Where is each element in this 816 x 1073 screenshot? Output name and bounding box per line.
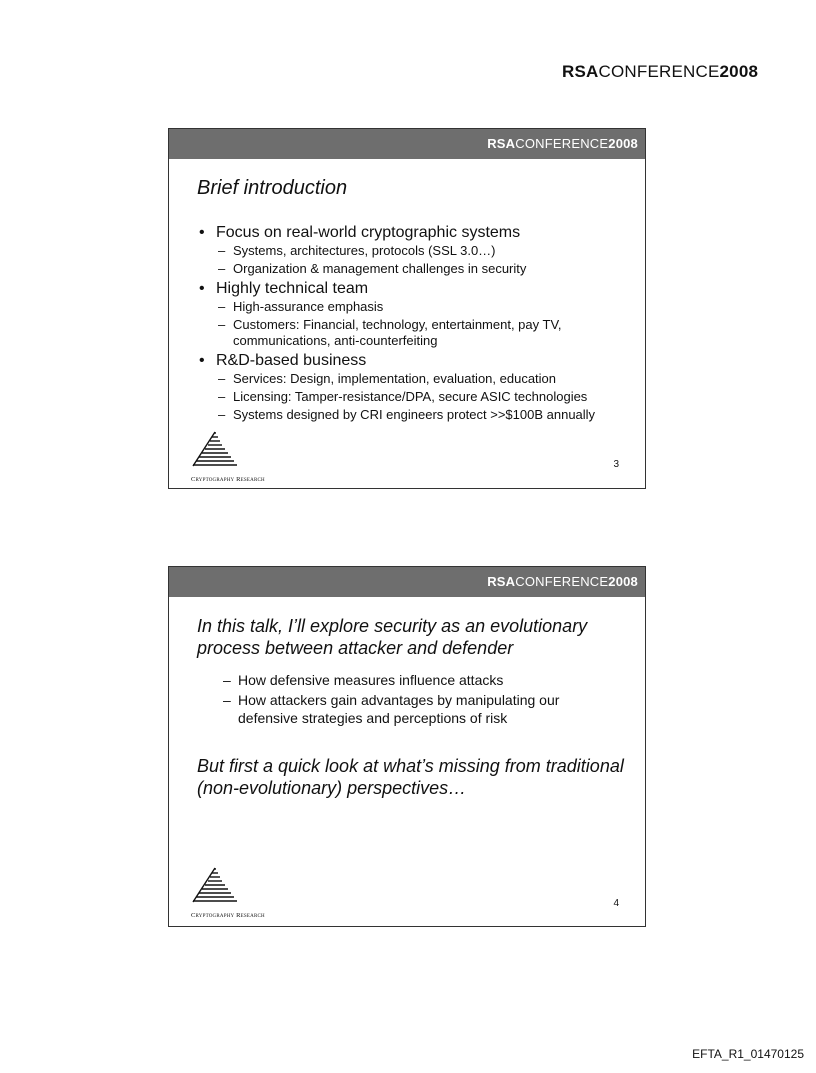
bullet-list — [195, 221, 635, 425]
document-id: EFTA_R1_01470125 — [692, 1047, 804, 1061]
brand-year: 2008 — [608, 136, 638, 151]
sub-bullet-item: – Systems designed by CRI engineers protect >>$100B annually — [216, 407, 635, 423]
slide-brand-logo — [487, 136, 638, 151]
sub-bullet-item: – Customers: Financial, technology, entertainment, pay TV, communications, anti-counterfeiting — [216, 317, 635, 349]
slide-title: Brief introduction — [197, 177, 348, 199]
sub-bullet-item: – How attackers gain advantages by manipulating our defensive strategies and perceptions of risk — [221, 691, 621, 727]
bullet-item — [195, 279, 635, 349]
sub-bullet-list — [221, 671, 621, 729]
talk-heading: In this talk, I’ll explore security as an evolutionary process between attacker and defender — [197, 616, 588, 658]
sub-bullet-item: – Services: Design, implementation, evaluation, education — [216, 371, 635, 387]
brand-rsa: RSA — [487, 136, 516, 151]
brand-conference: CONFERENCE — [515, 136, 609, 151]
brand-rsa: RSA — [487, 574, 516, 589]
slide-brand-logo — [487, 574, 638, 589]
bullet-item — [195, 223, 635, 277]
slide-3 — [168, 128, 646, 489]
pyramid-icon — [191, 867, 241, 907]
sub-bullet-list — [216, 371, 635, 423]
sub-bullet-item: – How defensive measures influence attacks — [221, 671, 621, 689]
sub-bullet-list — [216, 243, 635, 277]
brand-rsa: RSA — [562, 62, 599, 81]
pyramid-icon — [191, 431, 241, 471]
brand-year: 2008 — [608, 574, 638, 589]
page-brand-logo — [562, 62, 758, 82]
sub-bullet-list — [216, 299, 635, 349]
logo-text: Cryptography Research — [191, 476, 265, 483]
cryptography-research-logo — [191, 867, 265, 919]
brand-year: 2008 — [719, 62, 759, 81]
talk-subheading: But first a quick look at what’s missing from traditional (non-evolutionary) perspectives… — [197, 756, 624, 798]
sub-bullet-item: – Systems, architectures, protocols (SSL 3.0…) — [216, 243, 635, 259]
sub-bullet-item: – Organization & management challenges in security — [216, 261, 635, 277]
cryptography-research-logo — [191, 431, 265, 483]
page-number: 4 — [613, 898, 619, 909]
slide-4 — [168, 566, 646, 927]
logo-text: Cryptography Research — [191, 912, 265, 919]
sub-bullet-item: – Licensing: Tamper-resistance/DPA, secure ASIC technologies — [216, 389, 635, 405]
bullet-text: Focus on real-world cryptographic systems — [216, 224, 521, 241]
bullet-item — [195, 351, 635, 423]
slide-header-bar — [169, 567, 645, 597]
page-number: 3 — [613, 459, 619, 470]
slide-header-bar — [169, 129, 645, 159]
brand-conference: CONFERENCE — [515, 574, 609, 589]
bullet-text: Highly technical team — [216, 280, 369, 297]
sub-bullet-item: – High-assurance emphasis — [216, 299, 635, 315]
brand-conference: CONFERENCE — [598, 62, 720, 81]
bullet-text: R&D-based business — [216, 352, 367, 369]
